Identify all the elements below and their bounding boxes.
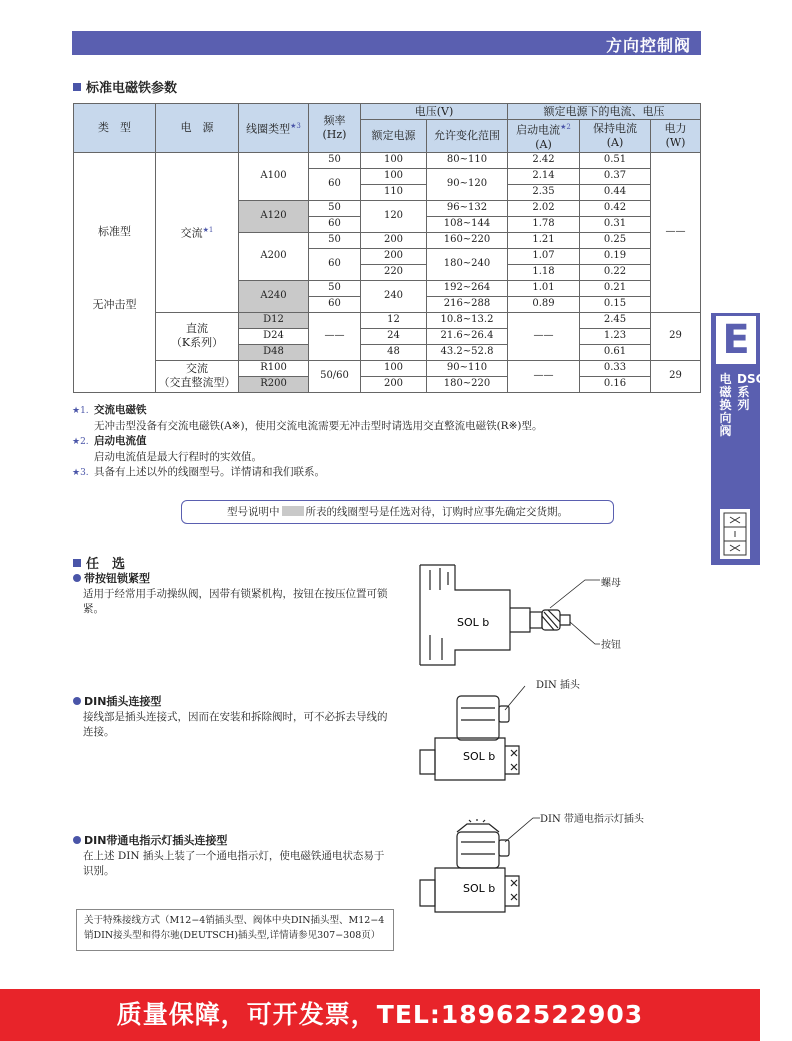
note-3-mark: ★3. [72,468,89,478]
power-dc [156,312,239,360]
rated-cell: 200 [361,376,427,392]
note-2-body: 启动电流值是最大行程时的实效值。 [94,451,262,463]
col-hold [580,120,651,153]
col-rated: 额定电源 [361,120,427,153]
col-current-group: 额定电源下的电流、电压 [508,104,701,120]
hold-cell: 0.61 [580,344,651,360]
coil-a100: A100 [239,152,309,200]
coil-a200: A200 [239,232,309,280]
figure-sol-label: SOL b [457,616,490,629]
range-cell: 192~264 [427,280,508,296]
gray-swatch [282,506,304,516]
callout-din-lamp: DIN 带通电指示灯插头 [540,814,644,825]
solenoid-din-drawing [415,690,535,790]
rated-cell: 48 [361,344,427,360]
start-cell: 0.89 [508,296,580,312]
start-cell: 2.02 [508,200,580,216]
coil-d48: D48 [239,344,309,360]
hold-cell: 0.44 [580,184,651,200]
note-1-head: 交流电磁铁 [94,404,147,416]
start-cell: 1.18 [508,264,580,280]
col-start [508,120,580,153]
figure-sol-label: SOL b [463,882,496,895]
side-series: DSG−01系列 [737,372,792,412]
hold-cell: 2.45 [580,312,651,328]
power-dc-series: （K系列） [170,336,224,350]
option-head [73,571,393,587]
col-coil-note: ★3 [290,122,301,130]
freq-cell: 50 [309,200,361,216]
col-range: 允许变化范围 [427,120,508,153]
option-body: 接线部是插头连接式，因而在安装和拆除阀时，可不必拆去导线的连接。 [83,711,388,738]
col-freq: 频率 (Hz) [309,104,361,153]
callout-nut: 螺母 [601,578,621,589]
header-bar [72,31,701,55]
note-2-mark: ★2. [72,437,89,447]
start-cell: 2.14 [508,168,580,184]
note-1 [72,403,692,419]
side-valve-name: 电磁换向阀 [719,372,732,438]
hold-cell: 0.16 [580,376,651,392]
side-tab [711,313,792,565]
range-cell: 108~144 [427,216,508,232]
rated-cell: 200 [361,248,427,264]
hold-cell: 0.37 [580,168,651,184]
figure-din-plug [415,690,535,790]
rated-cell: 24 [361,328,427,344]
option-head [73,833,393,849]
range-cell: 216~288 [427,296,508,312]
hold-cell: 0.15 [580,296,651,312]
range-cell: 96~132 [427,200,508,216]
option-head-text: DIN插头连接型 [84,695,162,708]
power-acdc-sub: （交直整流型） [158,376,236,390]
header-title: 方向控制阀 [605,36,691,55]
note-1-body: 无冲击型没备有交流电磁铁(A※)，使用交流电流需要无冲击型时请选用交直整流电磁铁(R※)型。 [94,420,543,432]
freq-cell: 60 [309,216,361,232]
tip-box [181,500,614,524]
start-cell: 1.21 [508,232,580,248]
hold-cell: 0.51 [580,152,651,168]
col-type: 类 型 [74,104,156,153]
rated-cell: 200 [361,232,427,248]
freq-acdc: 50/60 [309,360,361,392]
dot-bullet-icon [73,697,81,705]
range-cell: 160~220 [427,232,508,248]
col-coil-label: 线圈类型 [246,122,291,136]
coil-d24: D24 [239,328,309,344]
option-head [73,694,393,710]
rated-cell: 100 [361,168,427,184]
start-cell: 1.01 [508,280,580,296]
solenoid-lock-drawing [410,560,670,670]
hold-cell: 0.33 [580,360,651,376]
watt-dc: 29 [651,312,701,360]
freq-cell: 60 [309,168,361,200]
option-head-text: 带按钮锁紧型 [84,572,150,585]
table-row [74,360,701,376]
tip-after: 所表的线圈型号是任选对待，订购时应事先确定交货期。 [305,506,568,518]
watt-acdc: 29 [651,360,701,392]
start-dc: —— [508,312,580,360]
col-hold-unit: (A) [606,135,624,149]
note-3 [72,465,692,481]
power-acdc-label: 交流 [186,362,208,376]
rated-cell: 240 [361,280,427,312]
rated-cell: 110 [361,184,427,200]
option-body: 在上述 DIN 插头上装了一个通电指示灯，使电磁铁通电状态易于识别。 [83,850,385,877]
hold-cell: 0.21 [580,280,651,296]
table-row [74,152,701,168]
table-row [74,312,701,328]
type-shockless-label: 无冲击型 [92,298,137,312]
valve-symbol-icon [720,509,750,559]
option-body: 适用于经常用手动操纵阀，因带有锁紧机构，按钮在按压位置可锁紧。 [83,588,388,615]
note-1-mark: ★1. [72,406,89,416]
start-cell: 1.07 [508,248,580,264]
range-cell: 43.2~52.8 [427,344,508,360]
type-standard: 标准型 [74,152,156,312]
range-cell: 90~110 [427,360,508,376]
option-din-lamp [73,833,393,879]
section-title-text: 任 选 [86,557,126,572]
section-title-options [73,553,125,572]
hold-cell: 0.42 [580,200,651,216]
figure-din-lamp [415,818,545,918]
dot-bullet-icon [73,574,81,582]
power-ac-label: 交流 [180,226,203,240]
option-din-plug [73,694,393,740]
hold-cell: 0.25 [580,232,651,248]
note-3-body: 具备有上述以外的线圈型号。详情请和我们联系。 [94,466,325,478]
col-watt [651,120,701,153]
start-acdc: —— [508,360,580,392]
callout-din: DIN 插头 [536,680,580,691]
rated-cell: 120 [361,200,427,232]
coil-r100: R100 [239,360,309,376]
square-bullet-icon [73,83,81,91]
col-watt-unit: (W) [665,135,686,149]
range-cell: 90~120 [427,168,508,200]
range-cell: 180~220 [427,376,508,392]
rated-cell: 100 [361,360,427,376]
col-start-unit: (A) [535,137,552,151]
footer-bar [0,989,760,1041]
freq-cell: 50 [309,280,361,296]
rated-cell: 12 [361,312,427,328]
col-hold-label: 保持电流 [593,121,637,135]
reference-box: 关于特殊接线方式（M12−4销插头型、阀体中央DIN插头型、M12−4销DIN接头型和得尔驰(DEUTSCH)插头型,详情请参见307−308页） [76,909,394,951]
footer-contact: 质量保障，可开发票，TEL:18962522903 [116,1000,644,1029]
note-2 [72,434,692,450]
rated-cell: 220 [361,264,427,280]
option-lock-button [73,571,393,617]
col-coil [239,104,309,153]
rated-cell: 100 [361,152,427,168]
range-cell: 180~240 [427,248,508,280]
watt-ac: —— [651,152,701,312]
figure-sol-label: SOL b [463,750,496,763]
note-2-head: 启动电流值 [94,435,147,447]
coil-r200: R200 [239,376,309,392]
col-voltage: 电压(V) [361,104,508,120]
start-cell: 1.78 [508,216,580,232]
col-start-label: 启动电流 [516,123,561,137]
col-start-note: ★2 [560,123,571,131]
dot-bullet-icon [73,836,81,844]
coil-d12: D12 [239,312,309,328]
freq-cell: 50 [309,152,361,168]
hold-cell: 0.22 [580,264,651,280]
hold-cell: 1.23 [580,328,651,344]
start-cell: 2.35 [508,184,580,200]
freq-dc: —— [309,312,361,360]
power-acdc [156,360,239,392]
range-cell: 10.8~13.2 [427,312,508,328]
range-cell: 80~110 [427,152,508,168]
hold-cell: 0.19 [580,248,651,264]
figure-lock-button [410,560,670,670]
option-head-text: DIN带通电指示灯插头连接型 [84,834,228,847]
freq-cell: 60 [309,248,361,280]
col-power: 电 源 [156,104,239,153]
power-ac-note: ★1 [202,226,214,235]
start-cell: 2.42 [508,152,580,168]
freq-cell: 50 [309,232,361,248]
hold-cell: 0.31 [580,216,651,232]
coil-a240: A240 [239,280,309,312]
footnotes [72,403,692,481]
type-shockless [74,298,156,392]
coil-a120: A120 [239,200,309,232]
col-watt-label: 电力 [664,121,687,135]
section-title-text: 标准电磁铁参数 [86,81,178,96]
callout-button: 按钮 [601,640,621,651]
freq-cell: 60 [309,296,361,312]
section-title-spec [73,77,177,96]
side-letter: E [716,316,756,364]
range-cell: 21.6~26.4 [427,328,508,344]
power-dc-label: 直流 [186,322,208,336]
square-bullet-icon [73,559,81,567]
solenoid-din-lamp-drawing [415,818,545,918]
power-ac [156,152,239,312]
tip-before: 型号说明中 [227,506,280,518]
spec-table [73,103,701,393]
